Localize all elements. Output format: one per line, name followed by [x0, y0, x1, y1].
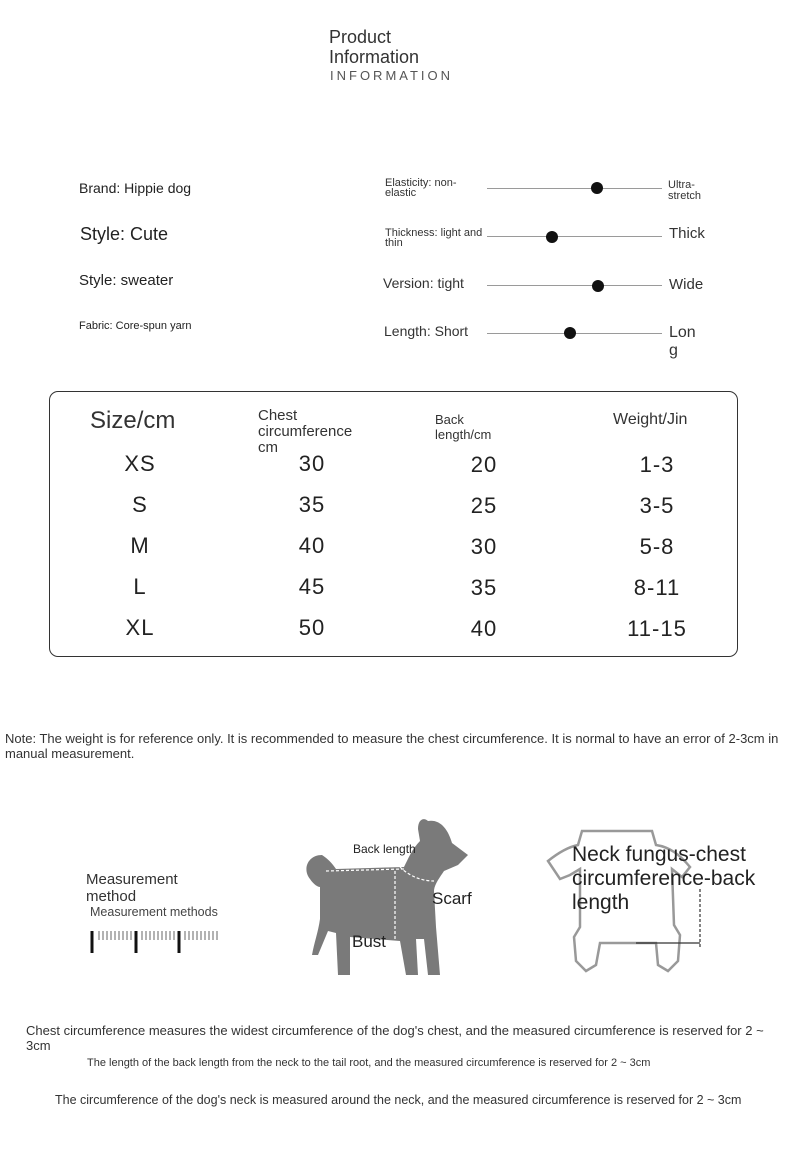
measurement-subtitle: Measurement methods: [90, 905, 218, 919]
attribute-brand: Brand: Hippie dog: [79, 180, 192, 196]
table-cell: M: [130, 533, 150, 558]
slider-elasticity-right-label: Ultra-stretch: [668, 179, 702, 202]
slider-length-left-label: Length: Short: [384, 323, 469, 339]
slider-length-dot: [564, 327, 576, 339]
page-subtitle: INFORMATION: [330, 68, 454, 83]
table-cell: L: [133, 574, 147, 599]
attribute-style-cute: Style: Cute: [80, 224, 169, 244]
slider-version-right-label: Wide: [669, 276, 704, 293]
size-table-header-chest: Chest circumference cm: [258, 407, 353, 456]
table-cell: 20: [470, 452, 498, 477]
slider-version-dot: [592, 280, 604, 292]
attribute-fabric: Fabric: Core-spun yarn: [79, 320, 192, 332]
back-length-label: Back length: [353, 842, 416, 856]
size-table-header-back: Back length/cm: [435, 412, 492, 442]
page-title: Product Information: [329, 27, 420, 67]
table-cell: 25: [470, 493, 498, 518]
slider-elasticity-track: [487, 188, 662, 189]
table-cell: 5-8: [639, 534, 675, 559]
slider-thickness-track: [487, 236, 662, 237]
table-cell: 40: [298, 533, 326, 558]
slider-thickness-left-label: Thickness: light and thin: [385, 227, 483, 249]
table-cell: XL: [125, 615, 155, 640]
size-table-header-size: Size/cm: [90, 407, 176, 434]
slider-elasticity-left-label: Elasticity: non-elastic: [385, 177, 457, 199]
table-cell: 45: [298, 574, 326, 599]
table-cell: 35: [298, 492, 326, 517]
neck-description: The circumference of the dog's neck is measured around the neck, and the measured circumference is reserved for 2 ~ 3cm: [55, 1093, 742, 1107]
measurement-title: Measurement method: [86, 871, 178, 905]
slider-version-left-label: Version: tight: [383, 275, 464, 291]
slider-elasticity-dot: [591, 182, 603, 194]
table-cell: S: [132, 492, 148, 517]
table-cell: 40: [470, 616, 498, 641]
table-cell: 3-5: [639, 493, 675, 518]
ruler-icon: [90, 929, 220, 955]
size-table-header-weight: Weight/Jin: [613, 411, 688, 428]
attribute-style-sweater: Style: sweater: [79, 272, 174, 289]
table-cell: 30: [298, 451, 326, 476]
table-cell: 30: [470, 534, 498, 559]
bust-label: Bust: [352, 932, 387, 951]
back-length-description: The length of the back length from the neck to the tail root, and the measured circumference is reserved for 2 ~ 3cm: [87, 1057, 651, 1069]
table-cell: 50: [298, 615, 326, 640]
table-cell: 8-11: [633, 575, 681, 600]
table-cell: 35: [470, 575, 498, 600]
clothing-measurement-label: Neck fungus-chest circumference-back length: [572, 843, 756, 914]
table-cell: XS: [124, 451, 156, 476]
slider-thickness-dot: [546, 231, 558, 243]
table-cell: 1-3: [639, 452, 675, 477]
scarf-label: Scarf: [432, 889, 472, 908]
slider-thickness-right-label: Thick: [669, 225, 705, 242]
slider-length-right-label: Long: [669, 324, 696, 359]
chest-description: Chest circumference measures the widest circumference of the dog's chest, and the measured circumference is reserved for 2 ~ 3cm: [26, 1023, 764, 1053]
weight-note: Note: The weight is for reference only. It is recommended to measure the chest circumference. It is normal to have an error of 2-3cm in manual measurement.: [5, 731, 779, 761]
slider-version-track: [487, 285, 662, 286]
table-cell: 11-15: [627, 616, 687, 641]
